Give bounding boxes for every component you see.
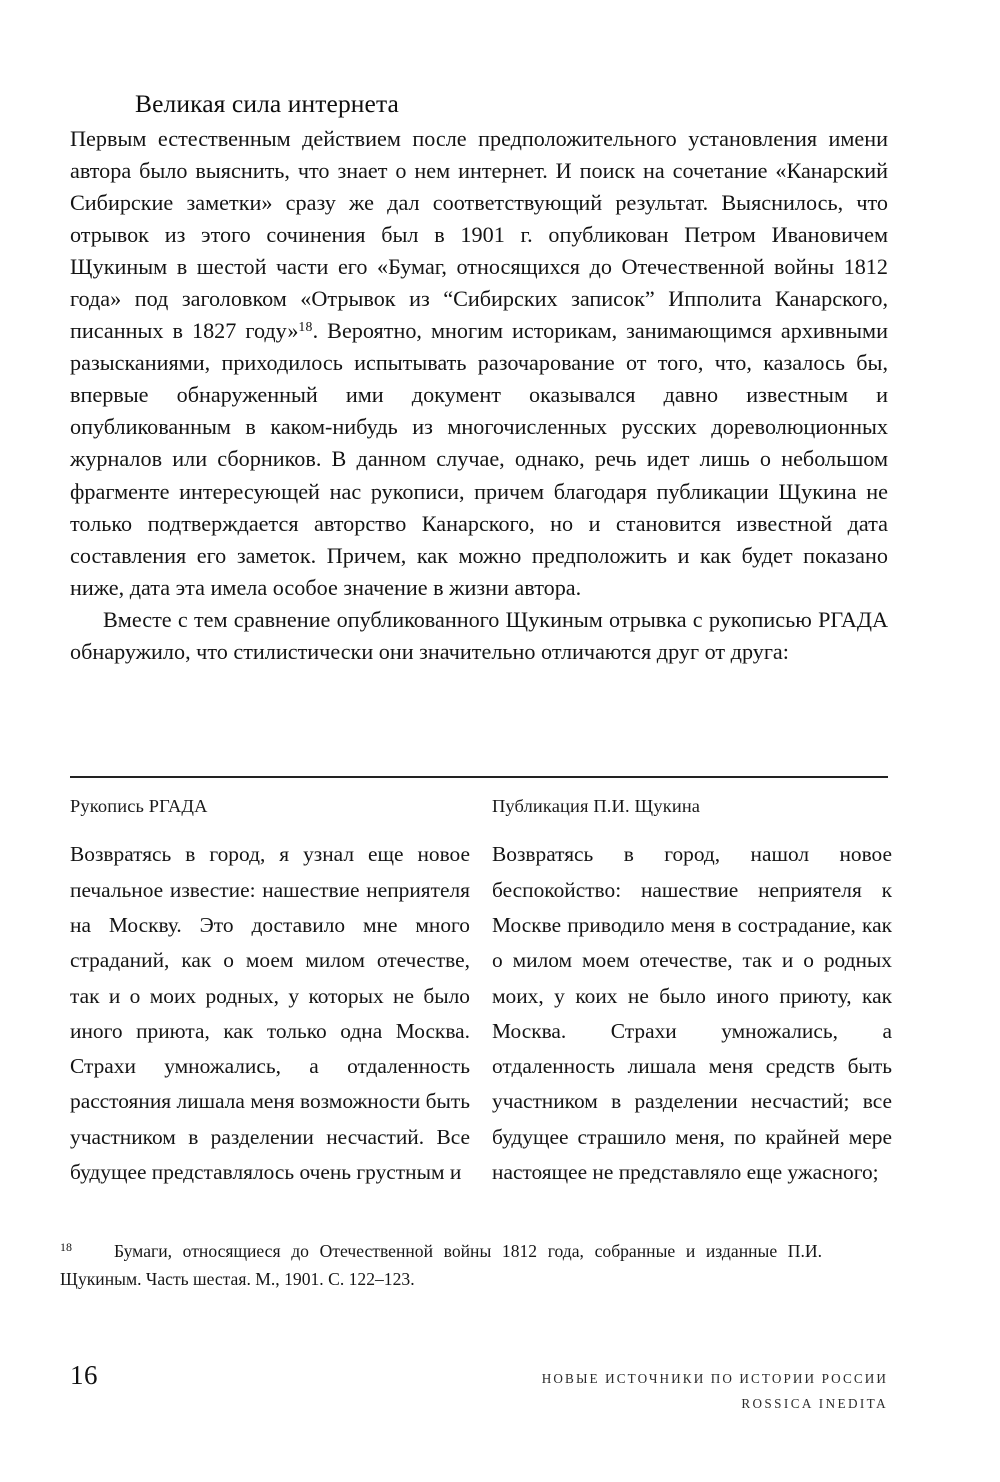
page-title: Великая сила интернета (135, 89, 399, 119)
table-cell-manuscript (70, 837, 470, 1190)
manuscript-excerpt: Возвратясь в город, я узнал еще новое печальное известие: нашествие неприятеля на Москву. Это доставило мне много страданий, как о моем милом отечестве, так и о моих родных, у которых не было иного приюта, как только одна Москва. Страхи умножались, а отдаленность расстояния лишала меня возможности быть участником в разделении несчастий. Все будущее представлялось очень грустным и (70, 842, 470, 1185)
body-text (70, 123, 888, 668)
column-header-publication: Публикация П.И. Щукина (492, 796, 701, 817)
footnote-reference-18[interactable]: 18 (298, 319, 313, 335)
footnote-block (60, 1237, 822, 1294)
running-footer-imprint: ROSSICA INEDITA (741, 1396, 888, 1411)
footnote-18 (60, 1237, 822, 1294)
table-header-row (70, 778, 888, 824)
paragraph-second: Вместе с тем сравнение опубликованного Щукиным отрывка с рукописью РГАДА обнаружило, что стилистически они значительно отличаются друг от друга: (70, 606, 888, 664)
comparison-table (70, 776, 892, 1185)
running-footer (542, 1366, 888, 1416)
footnote-text: Бумаги, относящиеся до Отечественной войны 1812 года, собранные и изданные П.И. Щукиным. Часть шестая. М., 1901. С. 122–123. (60, 1241, 822, 1290)
page-number: 16 (70, 1360, 98, 1390)
publication-excerpt: Возвратясь в город, нашол новое беспокойство: нашествие неприятеля к Москве приводило меня в сострадание, как о милом моем отечестве, так и о родных моих, у коих не было иного приюту, как Москва. Страхи умножались, а отдаленность лишала меня средств быть участником в разделении несчастий; все будущее страшило меня, по крайней мере настоящее не представляло еще ужасного; (492, 842, 892, 1185)
paragraph-first-continuation: . Вероятно, многим историкам, занимающимся архивными разысканиями, приходилось испытывать разочарование от того, что, казалось бы, впервые обнаруженный ими документ оказывался давно известным и опубликованным в каком-нибудь из многочисленных русских дореволюционных журналов или сборников. В данном случае, однако, речь идет лишь о небольшом фрагменте интересующей нас рукописи, причем благодаря публикации Щукина не только подтверждается авторство Канарского, но и становится известной дата составления его заметок. Причем, как можно предположить и как будет показано ниже, дата эта имела особое значение в жизни автора. (70, 318, 888, 600)
paragraph-first-text: Первым естественным действием после предположительного установления имени автора было выяснить, что знает о нем интернет. И поиск на сочетание «Канарский Сибирские заметки» сразу же дал соответствующий результат. Выяснилось, что отрывок из этого сочинения был в 1901 г. опубликован Петром Ивановичем Щукиным в шестой части его «Бумаг, относящихся до Отечественной войны 1812 года» под заголовком «Отрывок из “Сибирских записок” Ипполита Канарского, писанных в 1827 году» (70, 126, 888, 344)
column-header-manuscript: Рукопись РГАДА (70, 796, 208, 817)
paragraph-first (70, 123, 888, 604)
table-cell-publication (492, 837, 892, 1190)
footnote-number: 18 (60, 1240, 72, 1255)
running-footer-series: НОВЫЕ ИСТОЧНИКИ ПО ИСТОРИИ РОССИИ (541, 1371, 888, 1386)
